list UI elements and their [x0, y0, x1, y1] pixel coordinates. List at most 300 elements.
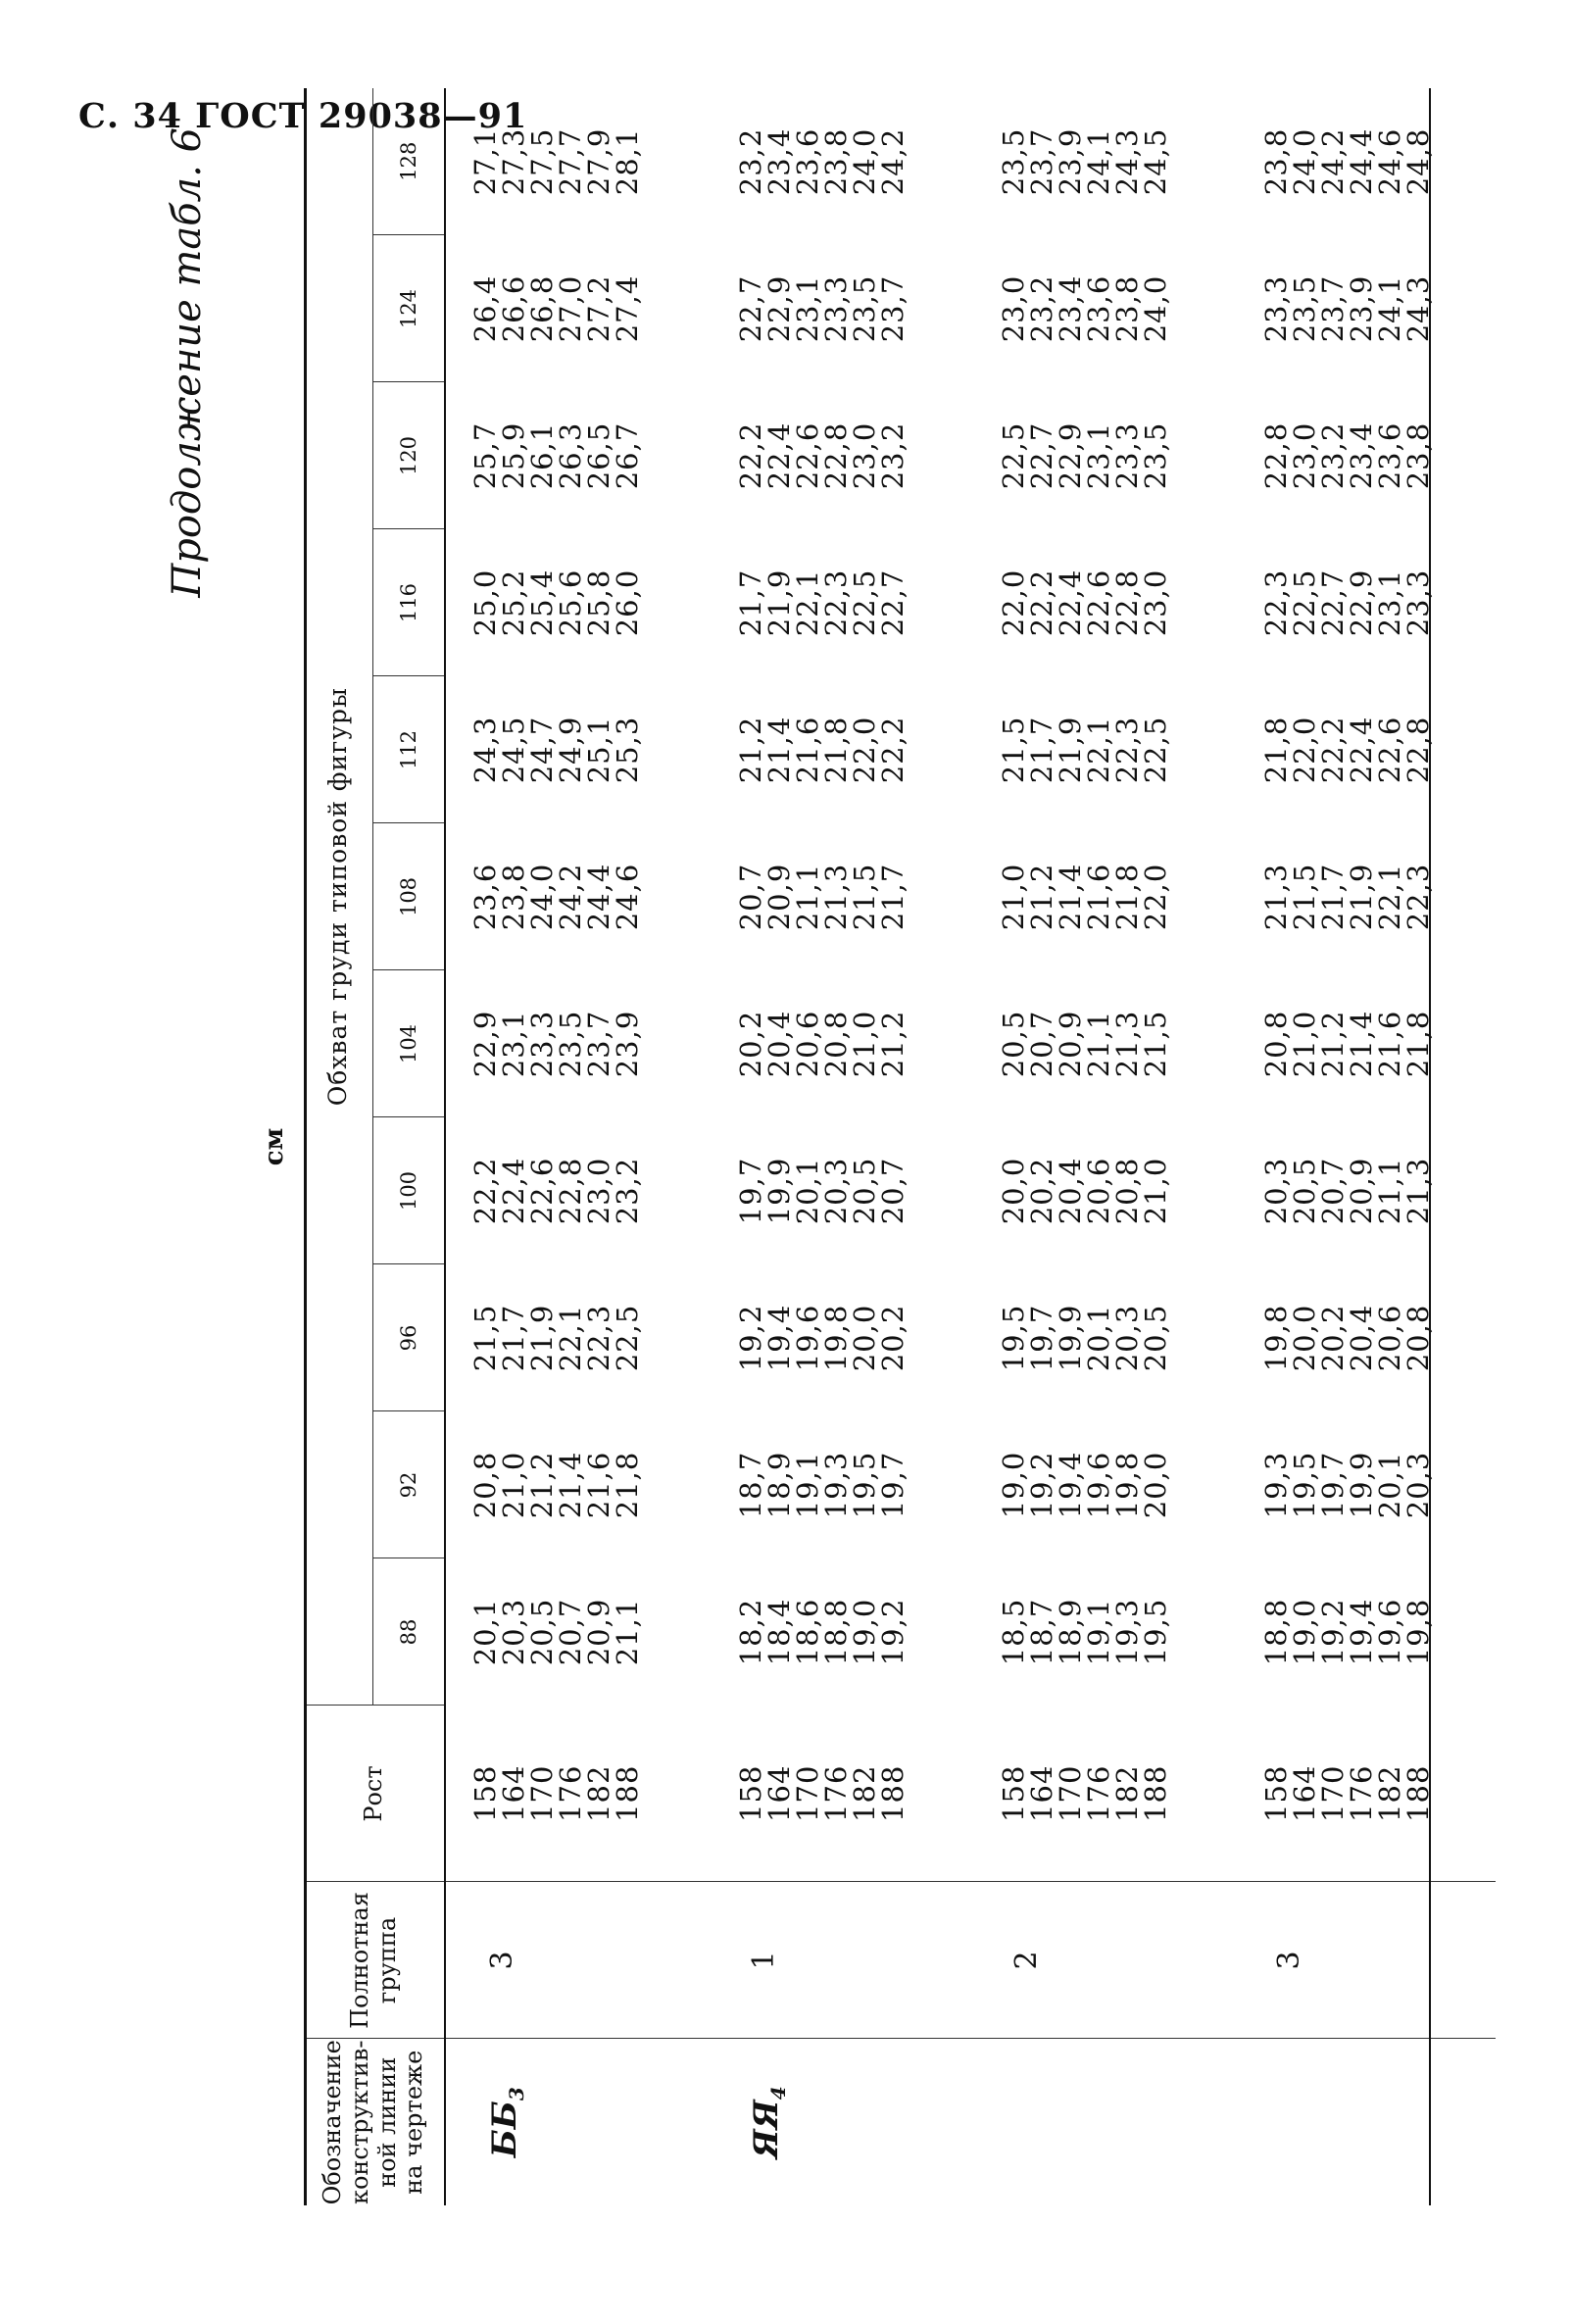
measurement-value: 21,7	[734, 569, 767, 637]
measurement-value: 19,8	[1110, 1451, 1144, 1519]
measurement-value: 19,8	[819, 1304, 853, 1372]
measurement-value: 21,9	[525, 1304, 559, 1372]
height-value: 176	[554, 1764, 587, 1822]
measurement-value: 20,6	[1082, 1157, 1115, 1225]
measurement-value: 24,2	[876, 127, 909, 196]
header-fullness: Полнотная группа	[304, 1882, 445, 2039]
chest-size-header: 124	[373, 235, 446, 382]
measurement-value: 22,5	[997, 421, 1030, 490]
measurement-value: 21,2	[1025, 863, 1058, 931]
measurement-value: 20,6	[791, 1010, 824, 1078]
measurement-value: 27,9	[582, 127, 615, 196]
value-cell	[708, 1558, 970, 1706]
value-cell	[445, 529, 708, 676]
measurement-value: 22,5	[1288, 569, 1321, 637]
measurement-value: 20,8	[1401, 1304, 1435, 1372]
chest-size-header: 120	[373, 382, 446, 529]
measurement-value: 20,2	[1025, 1157, 1058, 1225]
value-cell	[1233, 676, 1496, 823]
height-value: 170	[525, 1764, 559, 1822]
measurement-value: 19,9	[1345, 1451, 1378, 1519]
measurement-value: 22,9	[1054, 421, 1087, 490]
measurement-value: 21,5	[1139, 1010, 1172, 1078]
fullness-value: 1	[747, 1951, 781, 1970]
measurement-value: 19,8	[1259, 1304, 1293, 1372]
measurement-value: 21,4	[762, 716, 796, 784]
height-value: 164	[497, 1764, 530, 1822]
measurement-value: 19,5	[997, 1304, 1030, 1372]
page-header: С. 34 ГОСТ 29038—91	[78, 96, 528, 136]
measurement-value: 23,0	[1139, 569, 1172, 637]
value-cell	[445, 88, 708, 235]
designation-cell	[1233, 2039, 1496, 2205]
measurement-value: 21,4	[554, 1451, 587, 1519]
measurement-value: 22,2	[1316, 716, 1350, 784]
measurement-value: 21,7	[497, 1304, 530, 1372]
data-table	[304, 88, 1496, 2205]
value-cell	[970, 1411, 1233, 1558]
value-cell	[970, 529, 1233, 676]
value-cell	[445, 823, 708, 970]
designation-subscript: 4	[765, 2086, 790, 2101]
value-cell	[1233, 382, 1496, 529]
chest-size-header: 88	[373, 1558, 446, 1706]
measurement-value: 23,2	[734, 127, 767, 196]
measurement-value: 22,0	[997, 569, 1030, 637]
measurement-value: 19,7	[734, 1157, 767, 1225]
measurement-value: 23,4	[762, 127, 796, 196]
measurement-value: 26,1	[525, 421, 559, 490]
designation-subscript: 3	[504, 2087, 528, 2101]
measurement-value: 21,9	[762, 569, 796, 637]
measurement-value: 19,4	[1345, 1598, 1378, 1666]
measurement-value: 22,1	[791, 569, 824, 637]
measurement-value: 21,1	[611, 1598, 644, 1666]
measurement-value: 23,5	[997, 127, 1030, 196]
height-value: 182	[582, 1764, 615, 1822]
fullness-cell	[708, 1882, 970, 2039]
measurement-value: 19,4	[1054, 1451, 1087, 1519]
measurement-value: 18,8	[819, 1598, 853, 1666]
measurement-value: 24,3	[468, 716, 502, 784]
measurement-value: 21,7	[1316, 863, 1350, 931]
measurement-value: 20,4	[762, 1010, 796, 1078]
measurement-value: 19,2	[734, 1304, 767, 1372]
measurement-value: 21,6	[582, 1451, 615, 1519]
measurement-value: 24,3	[1110, 127, 1144, 196]
measurement-value: 21,7	[876, 863, 909, 931]
measurement-value: 20,8	[1259, 1010, 1293, 1078]
measurement-value: 22,8	[1401, 716, 1435, 784]
value-cell	[445, 235, 708, 382]
height-value: 170	[791, 1764, 824, 1822]
height-value: 176	[819, 1764, 853, 1822]
measurement-value: 20,2	[734, 1010, 767, 1078]
measurement-value: 23,8	[819, 127, 853, 196]
measurement-value: 23,3	[819, 274, 853, 343]
table-row	[708, 88, 970, 2205]
measurement-value: 22,1	[1373, 863, 1406, 931]
measurement-value: 20,9	[1345, 1157, 1378, 1225]
measurement-value: 23,2	[611, 1157, 644, 1225]
measurement-value: 23,4	[1345, 421, 1378, 490]
height-value: 176	[1082, 1764, 1115, 1822]
measurement-value: 20,2	[1316, 1304, 1350, 1372]
value-cell	[708, 1117, 970, 1264]
chest-size-header: 104	[373, 970, 446, 1117]
measurement-value: 22,0	[848, 716, 881, 784]
measurement-value: 19,3	[819, 1451, 853, 1519]
height-value: 158	[1259, 1764, 1293, 1822]
measurement-value: 26,4	[468, 274, 502, 343]
value-cell	[708, 88, 970, 235]
measurement-value: 23,8	[497, 863, 530, 931]
measurement-value: 26,6	[497, 274, 530, 343]
measurement-value: 22,2	[734, 421, 767, 490]
measurement-value: 23,0	[1288, 421, 1321, 490]
measurement-value: 24,3	[1401, 274, 1435, 343]
measurement-value: 22,7	[1316, 569, 1350, 637]
value-cell	[970, 676, 1233, 823]
measurement-value: 23,3	[525, 1010, 559, 1078]
measurement-value: 23,4	[1054, 274, 1087, 343]
measurement-value: 24,1	[1082, 127, 1115, 196]
measurement-value: 20,1	[1082, 1304, 1115, 1372]
value-cell	[1233, 1264, 1496, 1411]
chest-size-header: 96	[373, 1264, 446, 1411]
measurement-value: 23,5	[1288, 274, 1321, 343]
measurement-value: 21,2	[876, 1010, 909, 1078]
height-value: 188	[611, 1764, 644, 1822]
measurement-value: 25,2	[497, 569, 530, 637]
measurement-value: 26,0	[611, 569, 644, 637]
measurement-value: 21,1	[1373, 1157, 1406, 1225]
measurement-value: 22,4	[762, 421, 796, 490]
header-designation: Обозначение конструктив-ной линии на чертеже	[304, 2039, 445, 2205]
measurement-value: 21,1	[791, 863, 824, 931]
measurement-value: 20,8	[819, 1010, 853, 1078]
measurement-value: 21,2	[525, 1451, 559, 1519]
value-cell	[970, 382, 1233, 529]
measurement-value: 23,1	[497, 1010, 530, 1078]
measurement-value: 21,3	[1401, 1157, 1435, 1225]
measurement-value: 23,1	[791, 274, 824, 343]
designation-label: ЯЯ	[747, 2100, 786, 2159]
measurement-value: 21,6	[1373, 1010, 1406, 1078]
measurement-value: 18,9	[762, 1451, 796, 1519]
measurement-value: 21,4	[1054, 863, 1087, 931]
measurement-value: 27,7	[554, 127, 587, 196]
measurement-value: 20,0	[1288, 1304, 1321, 1372]
measurement-value: 22,0	[1139, 863, 1172, 931]
chest-size-header: 116	[373, 529, 446, 676]
measurement-value: 20,7	[734, 863, 767, 931]
designation-cell	[445, 2039, 708, 2205]
measurement-value: 22,2	[1025, 569, 1058, 637]
measurement-value: 25,1	[582, 716, 615, 784]
measurement-value: 20,9	[582, 1598, 615, 1666]
measurement-value: 22,4	[1345, 716, 1378, 784]
height-value: 170	[1316, 1764, 1350, 1822]
measurement-value: 23,9	[611, 1010, 644, 1078]
measurement-value: 23,7	[876, 274, 909, 343]
value-cell	[1233, 88, 1496, 235]
measurement-value: 22,9	[468, 1010, 502, 1078]
measurement-value: 22,4	[497, 1157, 530, 1225]
height-value: 170	[1054, 1764, 1087, 1822]
measurement-value: 22,3	[582, 1304, 615, 1372]
measurement-value: 24,7	[525, 716, 559, 784]
measurement-value: 22,2	[876, 716, 909, 784]
measurement-value: 19,3	[1110, 1598, 1144, 1666]
fullness-value: 3	[1272, 1951, 1306, 1970]
measurement-value: 21,9	[1054, 716, 1087, 784]
measurement-value: 21,8	[1259, 716, 1293, 784]
measurement-value: 24,5	[497, 716, 530, 784]
header-height: Рост	[304, 1706, 445, 1882]
fullness-value: 2	[1009, 1951, 1044, 1970]
rotated-table-area	[147, 88, 1435, 2205]
measurement-value: 21,7	[1025, 716, 1058, 784]
measurement-value: 19,0	[1288, 1598, 1321, 1666]
measurement-value: 19,5	[1288, 1451, 1321, 1519]
measurement-value: 22,5	[611, 1304, 644, 1372]
measurement-value: 26,5	[582, 421, 615, 490]
measurement-value: 21,5	[1288, 863, 1321, 931]
value-cell	[445, 1558, 708, 1706]
measurement-value: 23,6	[1373, 421, 1406, 490]
measurement-value: 21,6	[1082, 863, 1115, 931]
height-value: 182	[1110, 1764, 1144, 1822]
measurement-value: 20,5	[525, 1598, 559, 1666]
measurement-value: 19,8	[1401, 1598, 1435, 1666]
measurement-value: 26,7	[611, 421, 644, 490]
value-cell	[1233, 1117, 1496, 1264]
measurement-value: 20,0	[848, 1304, 881, 1372]
measurement-value: 19,5	[848, 1451, 881, 1519]
measurement-value: 23,7	[1025, 127, 1058, 196]
measurement-value: 22,6	[791, 421, 824, 490]
value-cell	[708, 1411, 970, 1558]
fullness-cell	[445, 1882, 708, 2039]
header-chest-group: Обхват груди типовой фигуры	[304, 88, 373, 1706]
measurement-value: 21,3	[1259, 863, 1293, 931]
height-value: 182	[848, 1764, 881, 1822]
measurement-value: 18,6	[791, 1598, 824, 1666]
measurement-value: 23,7	[1316, 274, 1350, 343]
measurement-value: 19,2	[1316, 1598, 1350, 1666]
value-cell	[445, 1117, 708, 1264]
height-value: 188	[876, 1764, 909, 1822]
value-cell	[1233, 1558, 1496, 1706]
measurement-value: 21,3	[1110, 1010, 1144, 1078]
measurement-value: 24,4	[582, 863, 615, 931]
measurement-value: 24,8	[1401, 127, 1435, 196]
chest-size-header: 112	[373, 676, 446, 823]
measurement-value: 20,1	[1373, 1451, 1406, 1519]
measurement-value: 21,8	[819, 716, 853, 784]
measurement-value: 19,2	[1025, 1451, 1058, 1519]
value-cell	[708, 970, 970, 1117]
measurement-value: 23,7	[582, 1010, 615, 1078]
measurement-value: 20,5	[997, 1010, 1030, 1078]
value-cell	[708, 529, 970, 676]
table-row	[970, 88, 1233, 2205]
measurement-value: 23,1	[1373, 569, 1406, 637]
measurement-value: 23,3	[1259, 274, 1293, 343]
measurement-value: 21,9	[1345, 863, 1378, 931]
measurement-value: 22,7	[1025, 421, 1058, 490]
value-cell	[970, 88, 1233, 235]
measurement-value: 23,2	[1316, 421, 1350, 490]
value-cell	[970, 235, 1233, 382]
measurement-value: 23,9	[1054, 127, 1087, 196]
measurement-value: 20,6	[1373, 1304, 1406, 1372]
value-cell	[1233, 970, 1496, 1117]
measurement-value: 25,7	[468, 421, 502, 490]
height-cell	[970, 1706, 1233, 1882]
height-cell	[445, 1706, 708, 1882]
measurement-value: 25,9	[497, 421, 530, 490]
measurement-value: 20,7	[1025, 1010, 1058, 1078]
measurement-value: 18,8	[1259, 1598, 1293, 1666]
measurement-value: 19,6	[791, 1304, 824, 1372]
measurement-value: 20,5	[1139, 1304, 1172, 1372]
value-cell	[708, 823, 970, 970]
measurement-value: 22,8	[1259, 421, 1293, 490]
measurement-value: 22,6	[1373, 716, 1406, 784]
height-value: 182	[1373, 1764, 1406, 1822]
measurement-value: 21,5	[997, 716, 1030, 784]
height-value: 164	[1025, 1764, 1058, 1822]
measurement-value: 25,6	[554, 569, 587, 637]
measurement-value: 26,3	[554, 421, 587, 490]
measurement-value: 21,8	[1110, 863, 1144, 931]
table-caption: Продолжение табл. 6	[165, 127, 210, 598]
measurement-value: 19,3	[1259, 1451, 1293, 1519]
measurement-value: 28,1	[611, 127, 644, 196]
measurement-value: 24,2	[554, 863, 587, 931]
measurement-value: 23,5	[848, 274, 881, 343]
measurement-value: 21,0	[1139, 1157, 1172, 1225]
measurement-value: 20,7	[876, 1157, 909, 1225]
fullness-cell	[1233, 1882, 1496, 2039]
measurement-value: 21,0	[497, 1451, 530, 1519]
measurement-value: 19,6	[1373, 1598, 1406, 1666]
measurement-value: 19,6	[1082, 1451, 1115, 1519]
measurement-value: 24,5	[1139, 127, 1172, 196]
measurement-value: 22,7	[734, 274, 767, 343]
measurement-value: 19,7	[1025, 1304, 1058, 1372]
measurement-value: 23,6	[1082, 274, 1115, 343]
measurement-value: 20,5	[1288, 1157, 1321, 1225]
measurement-value: 22,8	[554, 1157, 587, 1225]
measurement-value: 21,5	[848, 863, 881, 931]
measurement-value: 18,7	[734, 1451, 767, 1519]
height-cell	[708, 1706, 970, 1882]
measurement-value: 20,9	[762, 863, 796, 931]
measurement-value: 20,3	[819, 1157, 853, 1225]
measurement-value: 21,0	[997, 863, 1030, 931]
measurement-value: 22,8	[819, 421, 853, 490]
measurement-value: 22,0	[1288, 716, 1321, 784]
height-value: 158	[734, 1764, 767, 1822]
table-row	[1233, 88, 1496, 2205]
height-value: 158	[997, 1764, 1030, 1822]
measurement-value: 20,0	[997, 1157, 1030, 1225]
measurement-value: 25,8	[582, 569, 615, 637]
measurement-value: 23,3	[1110, 421, 1144, 490]
measurement-value: 26,8	[525, 274, 559, 343]
measurement-value: 22,7	[876, 569, 909, 637]
measurement-value: 20,0	[1139, 1451, 1172, 1519]
measurement-value: 22,6	[1082, 569, 1115, 637]
measurement-value: 20,2	[876, 1304, 909, 1372]
measurement-value: 18,7	[1025, 1598, 1058, 1666]
measurement-value: 21,6	[791, 716, 824, 784]
designation-label: ББ	[485, 2101, 524, 2158]
measurement-value: 19,9	[1054, 1304, 1087, 1372]
measurement-value: 21,8	[1401, 1010, 1435, 1078]
measurement-value: 23,5	[1139, 421, 1172, 490]
measurement-value: 19,5	[1139, 1598, 1172, 1666]
designation-cell	[970, 2039, 1233, 2205]
measurement-value: 24,9	[554, 716, 587, 784]
value-cell	[970, 1558, 1233, 1706]
measurement-value: 20,3	[1401, 1451, 1435, 1519]
measurement-value: 19,7	[1316, 1451, 1350, 1519]
height-cell	[1233, 1706, 1496, 1882]
measurement-value: 18,2	[734, 1598, 767, 1666]
measurement-value: 23,8	[1259, 127, 1293, 196]
measurement-value: 22,3	[819, 569, 853, 637]
height-value: 188	[1401, 1764, 1435, 1822]
fullness-cell	[970, 1882, 1233, 2039]
measurement-value: 23,9	[1345, 274, 1378, 343]
value-cell	[708, 382, 970, 529]
value-cell	[970, 1117, 1233, 1264]
measurement-value: 21,0	[1288, 1010, 1321, 1078]
measurement-value: 21,8	[611, 1451, 644, 1519]
measurement-value: 19,2	[876, 1598, 909, 1666]
measurement-value: 22,1	[1082, 716, 1115, 784]
measurement-value: 21,4	[1345, 1010, 1378, 1078]
measurement-value: 24,0	[1288, 127, 1321, 196]
measurement-value: 24,0	[525, 863, 559, 931]
measurement-value: 19,9	[762, 1157, 796, 1225]
value-cell	[970, 1264, 1233, 1411]
height-value: 188	[1139, 1764, 1172, 1822]
measurement-value: 19,1	[1082, 1598, 1115, 1666]
height-value: 176	[1345, 1764, 1378, 1822]
measurement-value: 20,7	[1316, 1157, 1350, 1225]
measurement-value: 18,9	[1054, 1598, 1087, 1666]
measurement-value: 20,8	[1110, 1157, 1144, 1225]
measurement-value: 25,0	[468, 569, 502, 637]
chest-size-header: 108	[373, 823, 446, 970]
measurement-value: 27,3	[497, 127, 530, 196]
measurement-value: 27,5	[525, 127, 559, 196]
measurement-value: 23,5	[554, 1010, 587, 1078]
measurement-value: 22,9	[1345, 569, 1378, 637]
measurement-value: 24,0	[848, 127, 881, 196]
measurement-value: 24,0	[1139, 274, 1172, 343]
measurement-value: 18,5	[997, 1598, 1030, 1666]
value-cell	[445, 382, 708, 529]
measurement-value: 27,1	[468, 127, 502, 196]
measurement-value: 22,9	[762, 274, 796, 343]
measurement-value: 20,4	[1345, 1304, 1378, 1372]
